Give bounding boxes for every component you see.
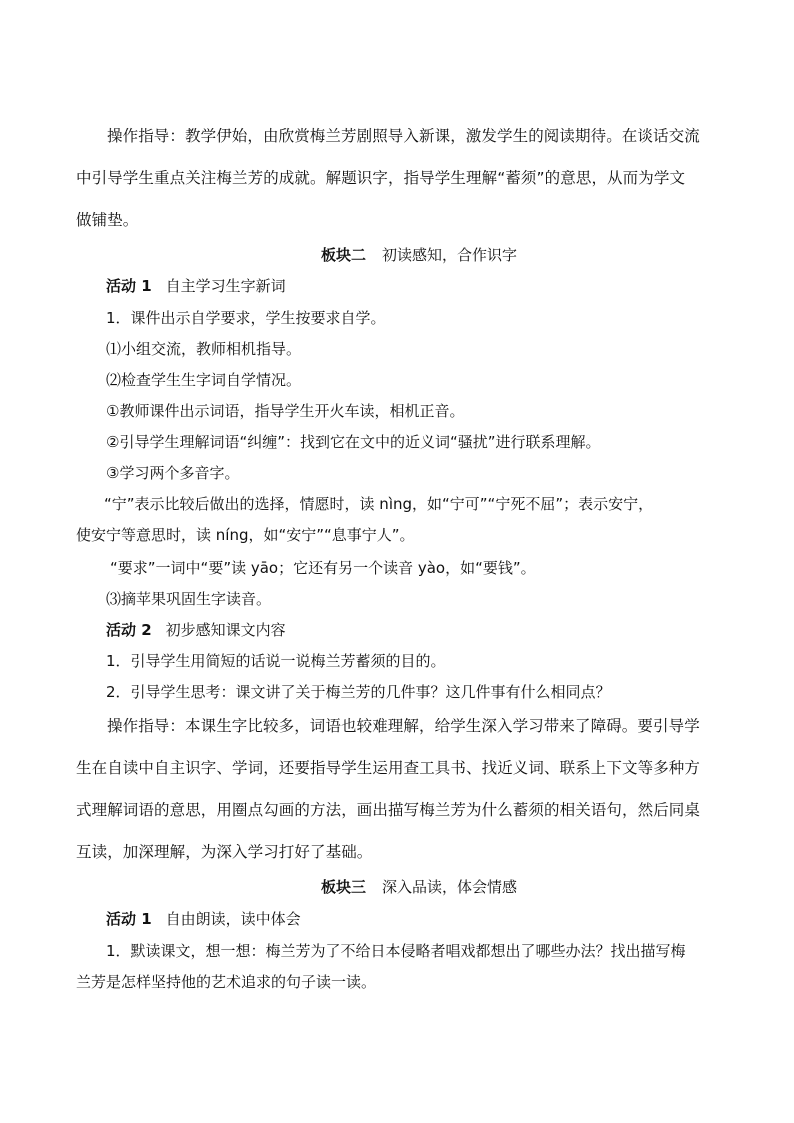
polyphone-ning-line-2: 使安宁等意思时，读 níng，如“安宁”“息事宁人”。 [76, 526, 415, 544]
list-item: ②引导学生理解词语“纠缠”：找到它在文中的近义词“骚扰”进行联系理解。 [106, 433, 601, 451]
guide-paragraph-2-line-4: 互读，加深理解，为深入学习打好了基础。 [76, 843, 373, 861]
guide-paragraph-2-line-3: 式理解词语的意思，用圈点勾画的方法，画出描写梅兰芳为什么蓄须的相关语句，然后同桌 [76, 801, 701, 819]
guide-paragraph-2-line-2: 生在自读中自主识字、学词，还要指导学生运用查工具书、找近义词、联系上下文等多种方 [76, 759, 701, 777]
list-item: ①教师课件出示词语，指导学生开火车读，相机正音。 [106, 402, 465, 420]
activity-heading [106, 615, 286, 646]
activity-label: 活动 1 [106, 277, 152, 295]
reading-task-line-1: 1．默读课文，想一想：梅兰芳为了不给日本侵略者唱戏都想出了哪些办法？找出描写梅 [106, 942, 686, 960]
section-title: 初读感知，合作识字 [382, 246, 518, 264]
list-item: ⑵检查学生生字词自学情况。 [106, 371, 302, 389]
activity-heading [106, 904, 301, 935]
section-heading-2 [0, 240, 794, 271]
section-part-label: 板块二 [320, 246, 366, 264]
polyphone-yao: “要求”一词中“要”读 yāo；它还有另一个读音 yào，如“要钱”。 [110, 559, 536, 577]
activity-label: 活动 1 [106, 910, 152, 928]
list-item: 2．引导学生思考：课文讲了关于梅兰芳的几件事？这几件事有什么相同点？ [106, 683, 611, 701]
list-item: 1．课件出示自学要求，学生按要求自学。 [106, 309, 386, 327]
guide-paragraph-1-line-2: 中引导学生重点关注梅兰芳的成就。解题识字，指导学生理解“蓄须”的意思，从而为学文 [76, 169, 686, 187]
guide-paragraph-1-line-1: 操作指导：教学伊始，由欣赏梅兰芳剧照导入新课，激发学生的阅读期待。在谈话交流 [107, 127, 700, 145]
section-heading-3 [0, 872, 794, 903]
reading-task-line-2: 兰芳是怎样坚持他的艺术追求的句子读一读。 [76, 973, 377, 991]
section-part-label: 板块三 [320, 878, 366, 896]
polyphone-ning-line-1: “宁”表示比较后做出的选择，情愿时，读 nìng，如“宁可”“宁死不屈”；表示安宁， [104, 495, 654, 513]
activity-title: 自由朗读，读中体会 [165, 910, 301, 928]
guide-paragraph-2-line-1: 操作指导：本课生字比较多，词语也较难理解，给学生深入学习带来了障碍。要引导学 [107, 717, 700, 735]
list-item: ③学习两个多音字。 [106, 464, 240, 482]
guide-label: 操作指导 [107, 717, 170, 735]
activity-heading [106, 271, 286, 302]
list-item: ⑴小组交流，教师相机指导。 [106, 340, 302, 358]
guide-paragraph-1-line-3: 做铺垫。 [76, 211, 139, 229]
list-item: ⑶摘苹果巩固生字读音。 [106, 590, 272, 608]
activity-title: 自主学习生字新词 [165, 277, 286, 295]
list-item: 1．引导学生用简短的话说一说梅兰芳蓄须的目的。 [106, 652, 446, 670]
guide-label: 操作指导 [107, 127, 170, 145]
activity-label: 活动 2 [106, 621, 152, 639]
section-title: 深入品读，体会情感 [382, 878, 518, 896]
activity-title: 初步感知课文内容 [165, 621, 286, 639]
